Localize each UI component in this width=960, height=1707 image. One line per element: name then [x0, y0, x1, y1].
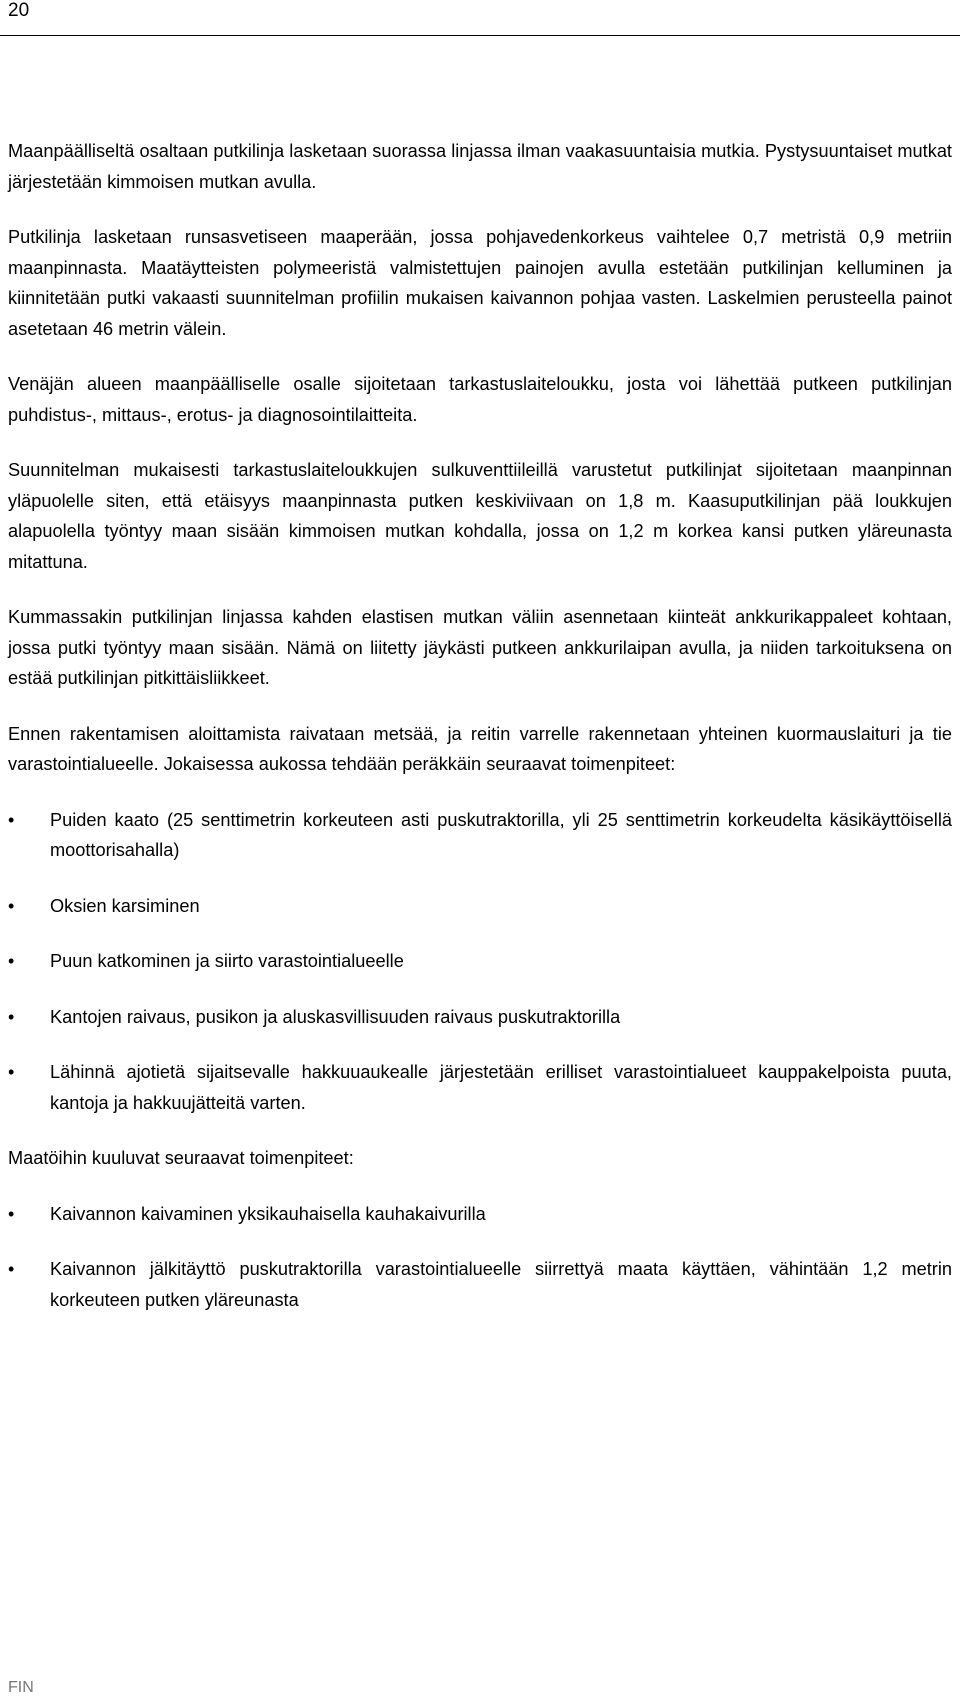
list-item-text: Kaivannon kaivaminen yksikauhaisella kauhakaivurilla [50, 1203, 486, 1224]
list-item [8, 1057, 952, 1118]
paragraph-earthworks-intro: Maatöihin kuuluvat seuraavat toimenpiteet: [8, 1148, 354, 1168]
paragraph-groundwater-weights: Putkilinja lasketaan runsasvetiseen maaperään, jossa pohjavedenkorkeus vaihtelee 0,7 metristä 0,9 metriin maanpinnasta. Maatäytteisten polymeeristä valmistettujen painojen avulla estetään putkilinjan kelluminen ja kiinnitetään putki vakaasti suunnitelman profiilin mukaisen kaivannon pohjaa vasten. Laskelmien perusteella painot asetetaan 46 metrin välein. [8, 227, 952, 339]
header-divider [0, 35, 960, 36]
paragraph-trap-pipelines: Suunnitelman mukaisesti tarkastuslaiteloukkujen sulkuventtiileillä varustetut putkilinjat sijoitetaan maanpinnan yläpuolelle siten, että etäisyys maanpinnasta putken keskiviivaan on 1,8 m. Kaasuputkilinjan pää loukkujen alapuolella työntyy maan sisään kimmoisen mutkan kohdalla, jossa on 1,2 m korkea kansi putken yläreunasta mitattuna. [8, 460, 952, 572]
bullet-icon: • [8, 895, 15, 916]
list-item [8, 1199, 952, 1230]
list-item-text: Puun katkominen ja siirto varastointialueelle [50, 951, 404, 971]
list-item-text: Puiden kaato (25 senttimetrin korkeuteen asti puskutraktorilla, yli 25 senttimetrin korkeudelta käsikäyttöisellä moottorisahalla) [50, 809, 952, 860]
earthworks-steps-list [8, 1199, 952, 1316]
paragraph-anchor-pieces: Kummassakin putkilinjan linjassa kahden elastisen mutkan väliin asennetaan kiinteät ankkurikappaleet kohtaan, jossa putki työntyy maan sisään. Nämä on liitetty jäykästi putkeen ankkurilaipan avulla, ja niiden tarkoituksena on estää putkilinjan pitkittäisliikkeet. [8, 607, 952, 688]
document-body [8, 136, 952, 1340]
bullet-icon: • [8, 951, 15, 971]
bullet-icon: • [8, 1062, 15, 1082]
list-item-text: Lähinnä ajotietä sijaitsevalle hakkuuaukealle järjestetään erilliset varastointialueet kauppakelpoista puuta, kantoja ja hakkuujätteitä varten. [50, 1062, 952, 1113]
bullet-icon: • [8, 809, 15, 830]
paragraph-forest-clearing: Ennen rakentamisen aloittamista raivataan metsää, ja reitin varrelle rakennetaan yhteinen kuormauslaituri ja tie varastointialueelle. Jokaisessa aukossa tehdään peräkkäin seuraavat toimenpiteet: [8, 723, 952, 774]
list-item [8, 1002, 952, 1033]
list-item-text: Oksien karsiminen [50, 895, 200, 916]
clearing-steps-list [8, 805, 952, 1119]
bullet-icon: • [8, 1203, 15, 1224]
list-item-text: Kaivannon jälkitäyttö puskutraktorilla varastointialueelle siirrettyä maata käyttäen, vähintään 1,2 metrin korkeuteen putken yläreunasta [50, 1259, 952, 1310]
page-number: 20 [8, 0, 30, 21]
paragraph-pipeline-bends: Maanpäälliseltä osaltaan putkilinja lasketaan suorassa linjassa ilman vaakasuuntaisia mutkia. Pystysuuntaiset mutkat järjestetään kimmoisen mutkan avulla. [8, 141, 952, 192]
list-item [8, 946, 952, 977]
list-item [8, 805, 952, 866]
list-item [8, 1254, 952, 1315]
list-item-text: Kantojen raivaus, pusikon ja aluskasvillisuuden raivaus puskutraktorilla [50, 1006, 621, 1027]
bullet-icon: • [8, 1006, 15, 1027]
list-item [8, 891, 952, 922]
footer-language-code: FIN [8, 1679, 34, 1696]
paragraph-inspection-trap: Venäjän alueen maanpäälliselle osalle sijoitetaan tarkastuslaiteloukku, josta voi lähettää putkeen putkilinjan puhdistus-, mittaus-, erotus- ja diagnosointilaitteita. [8, 374, 952, 425]
bullet-icon: • [8, 1259, 15, 1279]
